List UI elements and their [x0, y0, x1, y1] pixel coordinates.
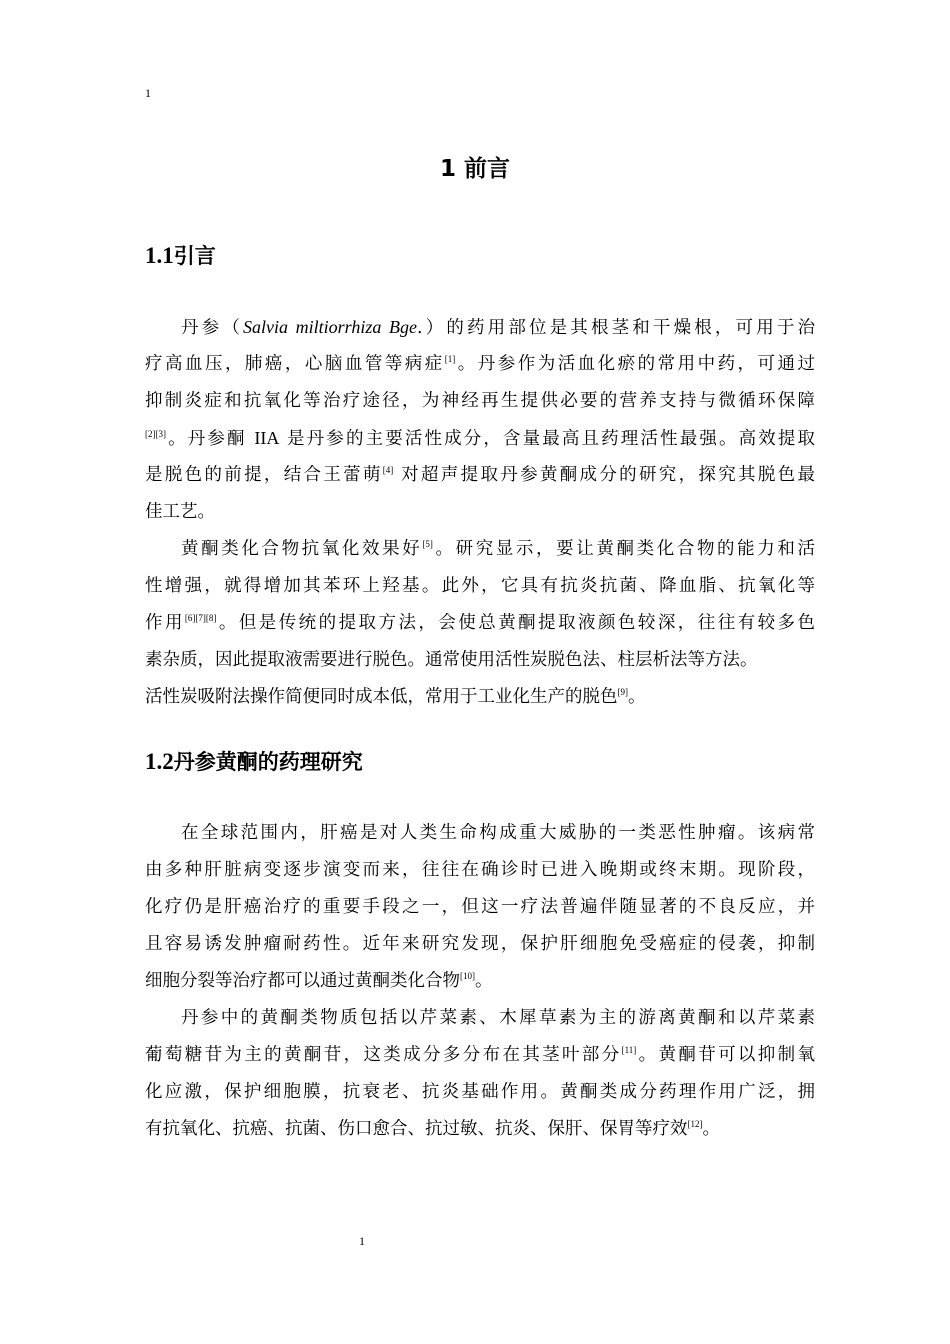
text-line: 化应激，保护细胞膜，抗衰老、抗炎基础作用。黄酮类成分药理作用广泛，拥: [145, 1082, 815, 1102]
text-run: 。: [628, 687, 646, 707]
text-run: 。研究显示，要让黄酮类化合物的能力和活: [432, 539, 816, 559]
text-run: 。丹参作为活血化瘀的常用中药，可通过: [455, 354, 816, 374]
text-line: 化疗仍是肝癌治疗的重要手段之一，但这一疗法普遍伴随显著的不良反应，并: [145, 897, 815, 917]
chapter-title: 1 前言: [439, 156, 510, 182]
text-run: 活性炭吸附法操作简便同时成本低，常用于工业化生产的脱色: [145, 687, 618, 707]
text-line: 在全球范围内，肝癌是对人类生命构成重大威胁的一类恶性肿瘤。该病常: [181, 823, 815, 843]
text-line: 丹参中的黄酮类物质包括以芹菜素、木犀草素为主的游离黄酮和以芹菜素: [181, 1008, 815, 1028]
text-line: 佳工艺。: [145, 502, 215, 522]
text-run: 。但是传统的提取方法，会使总黄酮提取液颜色较深，往往有较多色: [216, 613, 816, 633]
latin-name: Salvia miltiorrhiza Bge: [242, 317, 417, 337]
text-run: 。黄酮苷可以抑制氧: [636, 1045, 816, 1065]
text-line: [145, 605, 815, 642]
citation: [5]: [422, 539, 433, 550]
text-run: 是脱色的前提，结合王蕾萌: [145, 465, 383, 485]
footer-page-number: 1: [359, 1234, 365, 1248]
text-run: 是丹参的主要活性成分，含量最高且药理活性最强。高效提取: [279, 429, 815, 449]
text-line: [145, 531, 815, 568]
text-run: 疗高血压，肺癌，心脑血管等病症: [145, 354, 445, 374]
pharmacology-paragraph-1: [145, 815, 815, 1148]
text-run: IIA: [254, 428, 280, 448]
text-line: [145, 679, 815, 716]
text-run: 丹参（: [181, 318, 243, 338]
section-heading-pharmacology: [145, 746, 363, 776]
text-line: 且容易诱发肿瘤耐药性。近年来研究发现，保护肝细胞免受癌症的侵袭，抑制: [145, 934, 815, 954]
text-line: [145, 420, 815, 457]
citation: [4]: [382, 465, 394, 476]
text-line: [145, 1111, 815, 1148]
text-line: 由多种肝脏病变逐步演变而来，往往在确诊时已进入晚期或终末期。现阶段，: [145, 860, 815, 880]
intro-paragraph-1: [145, 309, 815, 716]
text-line: 性增强，就得增加其苯环上羟基。此外，它具有抗炎抗菌、降血脂、抗氧化等: [145, 576, 815, 596]
citation: [6][7][8]: [184, 613, 217, 624]
text-run: .）的药用部位是其根茎和干燥根，可用于治: [416, 318, 816, 338]
citation: [2][3]: [145, 429, 166, 440]
text-run: 葡萄糖苷为主的黄酮苷，这类成分多分布在其茎叶部分: [145, 1045, 622, 1065]
text-run: 。丹参酮: [166, 429, 255, 449]
text-line: 抑制炎症和抗氧化等治疗途径，为神经再生提供必要的营养支持与微循环保障: [145, 391, 815, 411]
text-line: [145, 457, 815, 494]
text-run: 有抗氧化、抗癌、抗菌、伤口愈合、抗过敏、抗炎、保肝、保胃等疗效: [145, 1119, 688, 1139]
text-line: 素杂质，因此提取液需要进行脱色。通常使用活性炭脱色法、柱层析法等方法。: [145, 650, 758, 670]
section-heading-introduction: [145, 240, 216, 270]
text-run: 。: [702, 1119, 720, 1139]
section-number: 1.2: [145, 749, 174, 774]
section-title-text: 引言: [173, 244, 216, 268]
text-line: [145, 1037, 815, 1074]
citation: [11]: [621, 1045, 637, 1056]
section-title-text: 丹参黄酮的药理研究: [173, 750, 363, 774]
text-run: 。: [475, 971, 493, 991]
section-number: 1.1: [145, 243, 174, 268]
text-line: [145, 346, 815, 383]
citation: [1]: [444, 354, 456, 365]
citation: [10]: [460, 971, 475, 982]
text-line: [145, 963, 815, 1000]
citation: [9]: [617, 687, 628, 698]
citation: [12]: [687, 1119, 703, 1130]
text-run: 对超声提取丹参黄酮成分的研究，探究其脱色最: [393, 465, 816, 485]
text-run: 细胞分裂等治疗都可以通过黄酮类化合物: [145, 971, 460, 991]
header-page-number: 1: [145, 86, 151, 100]
text-run: 作用: [145, 613, 185, 633]
text-line: [145, 309, 815, 346]
text-run: 黄酮类化合物抗氧化效果好: [181, 539, 423, 559]
